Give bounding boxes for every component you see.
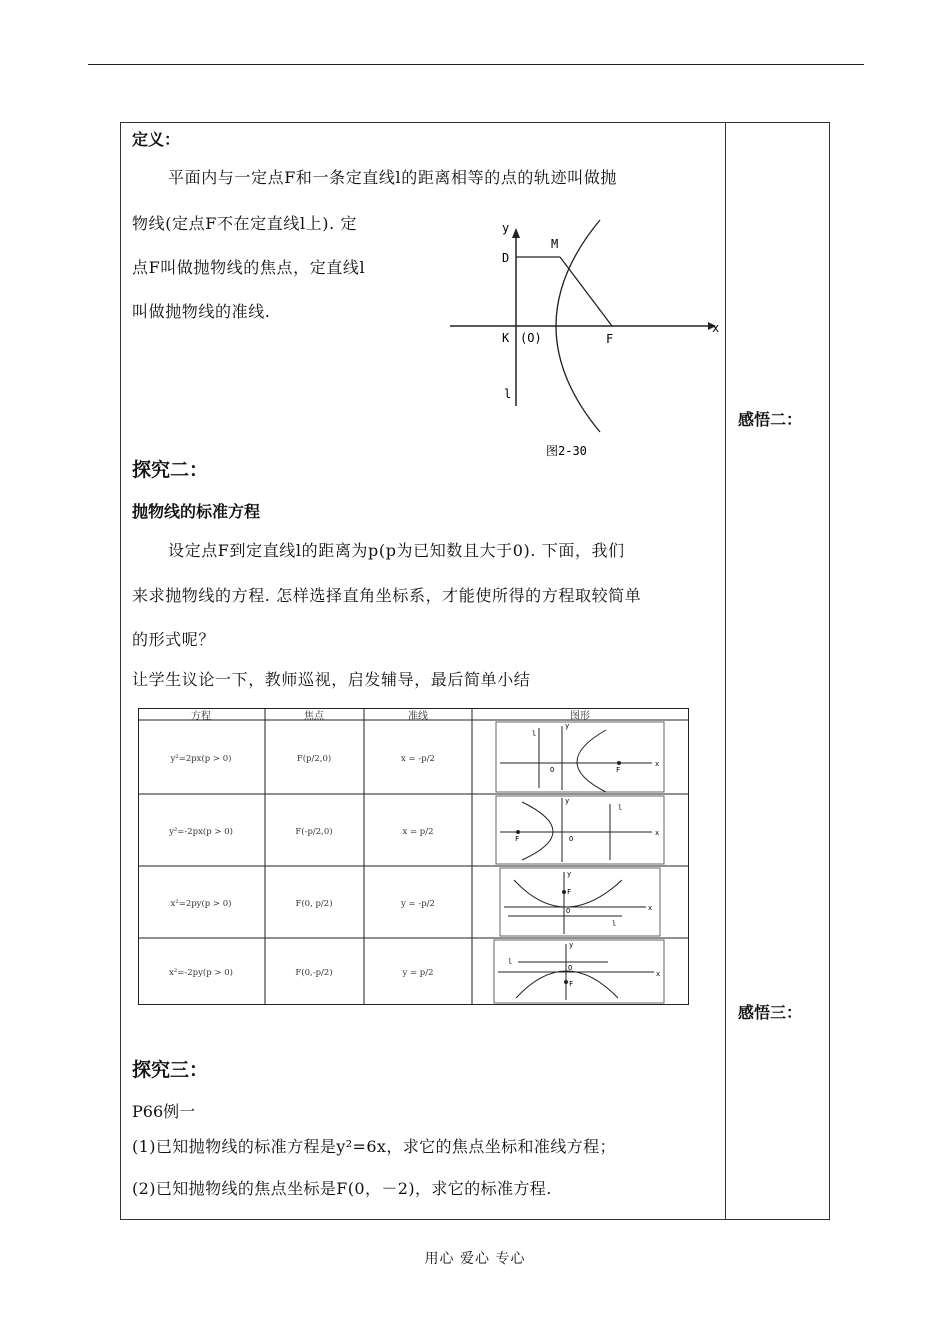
row4-graph-y: y: [569, 941, 574, 949]
page-footer: 用心 爱心 专心: [424, 1251, 526, 1267]
section2-paragraph-2: 来求抛物线的方程. 怎样选择直角坐标系，才能使所得的方程取较简单: [132, 586, 642, 605]
figure-caption: 图2-30: [546, 444, 587, 458]
row3-graph-F: F: [567, 888, 572, 896]
row3-graph-O: O: [566, 907, 571, 915]
section3-question-2: (2)已知抛物线的焦点坐标是F(0，－2)，求它的标准方程.: [132, 1179, 552, 1198]
section2-subtitle: 抛物线的标准方程: [132, 502, 261, 521]
row1-directrix: x = -p/2: [401, 754, 435, 764]
definition-line-3: 点F叫做抛物线的焦点，定直线l: [132, 258, 366, 277]
table-header-directrix: 准线: [408, 711, 428, 722]
row1-focus: F(p/2,0): [296, 754, 332, 764]
reflection-two-label: 感悟二：: [738, 410, 803, 429]
figure-label-M: M: [551, 237, 559, 251]
row3-graph: [500, 868, 660, 936]
header-rule: [88, 64, 864, 65]
row2-focus: F(-p/2,0): [295, 827, 333, 837]
row3-directrix: y = -p/2: [401, 899, 435, 909]
section3-title: 探究三：: [132, 1059, 209, 1081]
row2-graph-l: l: [618, 804, 623, 812]
figure-label-K: K: [502, 331, 510, 345]
row4-graph-F: F: [569, 980, 574, 988]
parabola-definition-figure: [440, 210, 730, 465]
row2-directrix: x = p/2: [402, 827, 434, 837]
row2-graph-x: x: [655, 829, 660, 837]
row4-graph-O: O: [568, 964, 573, 972]
row1-graph-l: l: [532, 730, 537, 738]
row3-equation: x²=2py(p > 0): [170, 899, 232, 909]
row4-graph: [494, 940, 664, 1003]
definition-line-4: 叫做抛物线的准线.: [132, 302, 271, 321]
table-border: [139, 709, 689, 1005]
figure-label-F: F: [606, 332, 614, 346]
figure-label-x: x: [712, 321, 720, 335]
table-header-graph: 图形: [570, 711, 590, 722]
row3-graph-y: y: [567, 870, 572, 878]
row2-graph-O: O: [569, 835, 574, 843]
figure-label-O: (O): [520, 331, 542, 345]
figure-label-l: l: [504, 387, 512, 401]
row4-equation: x²=-2py(p > 0): [169, 968, 233, 978]
definition-heading: 定义：: [132, 130, 181, 149]
row3-graph-l: l: [612, 920, 617, 928]
figure-segment-MF: [560, 257, 612, 326]
row1-graph-x: x: [655, 760, 660, 768]
figure-label-y: y: [502, 221, 510, 235]
table-header-focus: 焦点: [304, 711, 324, 722]
section3-reference: P66例一: [132, 1102, 196, 1121]
row2-equation: y²=-2px(p > 0): [169, 827, 233, 837]
section2-paragraph-4: 让学生议论一下，教师巡视，启发辅导，最后简单小结: [132, 670, 531, 689]
section2-paragraph-3: 的形式呢？: [132, 630, 216, 649]
row4-graph-x: x: [656, 970, 661, 978]
y-axis-arrow-icon: [512, 228, 520, 238]
row2-graph: [496, 796, 664, 864]
row1-graph-y: y: [565, 722, 570, 730]
row4-directrix: y = p/2: [402, 968, 434, 978]
section2-title: 探究二：: [132, 459, 209, 481]
section3-question-1: (1)已知抛物线的标准方程是y²=6x，求它的焦点坐标和准线方程；: [132, 1137, 616, 1156]
row4-graph-l: l: [508, 958, 513, 966]
row3-focus: F(0, p/2): [295, 899, 333, 909]
definition-line-2: 物线(定点F不在定直线l上). 定: [132, 214, 358, 233]
standard-equation-table: [138, 708, 690, 1006]
row1-graph: [496, 722, 664, 792]
table-header-equation: 方程: [191, 711, 211, 722]
figure-label-D: D: [502, 251, 510, 265]
row2-graph-F: F: [515, 835, 520, 843]
row3-graph-x: x: [648, 904, 653, 912]
row1-equation: y²=2px(p > 0): [170, 754, 232, 764]
row4-focus: F(0,-p/2): [295, 968, 333, 978]
row2-graph-y: y: [565, 797, 570, 805]
row1-graph-F: F: [616, 766, 621, 774]
row1-graph-O: O: [550, 766, 555, 774]
reflection-three-label: 感悟三：: [738, 1003, 803, 1022]
section2-paragraph-1: 设定点F到定直线l的距离为p(p为已知数且大于0). 下面，我们: [168, 541, 625, 560]
definition-line-1: 平面内与一定点F和一条定直线l的距离相等的点的轨迹叫做抛: [168, 168, 618, 187]
